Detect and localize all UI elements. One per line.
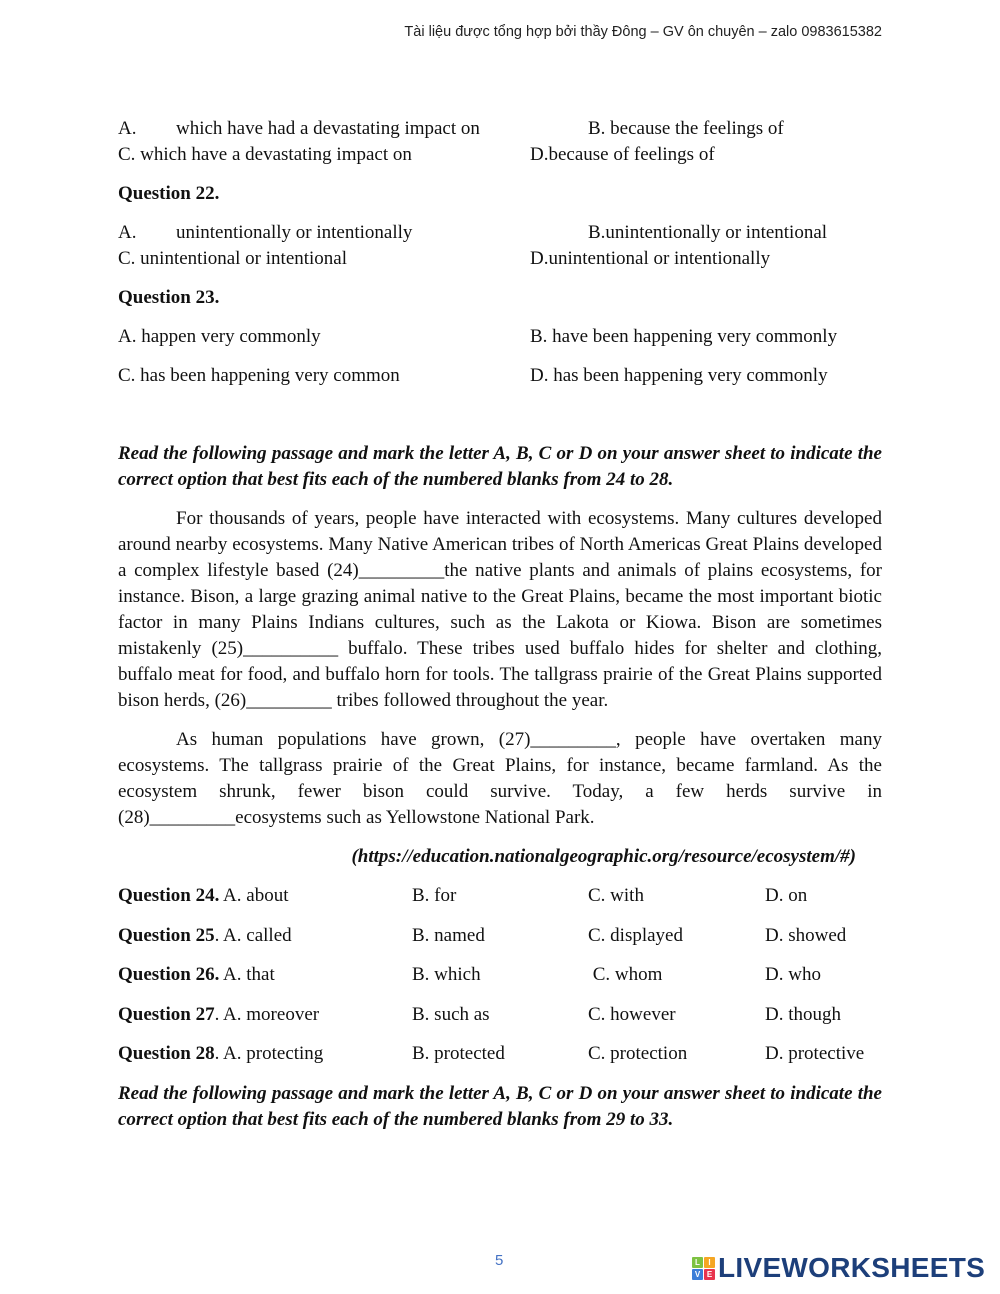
- passage-source: (https://education.nationalgeographic.org/resource/ecosystem/#): [351, 846, 856, 867]
- q23-option-d: D. has been happening very commonly: [530, 365, 828, 386]
- question-row: Question 28. A. protecting B. protected C. protection D. protective: [118, 1043, 865, 1064]
- question-row: Question 26. A. that B. which C. whom D. who: [118, 964, 821, 985]
- question-row: Question 25. A. called B. named C. displayed D. showed: [118, 924, 847, 946]
- question-23-title: Question 23.: [118, 287, 220, 308]
- question-22-title: Question 22.: [118, 183, 220, 204]
- q21-option-d: D.because of feelings of: [530, 144, 715, 165]
- instruction-24-28: Read the following passage and mark the letter A, B, C or D on your answer sheet to indicate the correct option that best fits each of the numbered blanks from 24 to 28.: [118, 443, 882, 490]
- q22-option-d: D.unintentional or intentionally: [530, 248, 771, 269]
- question-row: Question 24. A. about B. for C. with D. on: [118, 885, 808, 906]
- q23-option-a: A. happen very commonly: [118, 326, 321, 347]
- q21-option-a: A. which have had a devastating impact on: [118, 118, 480, 139]
- q21-option-b: B. because the feelings of: [588, 118, 784, 139]
- question-21-options: [118, 116, 882, 168]
- q21-option-c: C. which have a devastating impact on: [118, 144, 412, 165]
- question-list-24-28: [118, 883, 882, 1081]
- passage-paragraph-1: For thousands of years, people have interacted with ecosystems. Many cultures developed around nearby ecosystems. Many Native American tribes of North Americas Great Plains developed a complex lifestyle based (24)_________the native plants and animals of plains ecosystems, for instance. Bison, a large grazing animal native to the Great Plains, became the most important biotic factor in many Plains Indians cultures, such as the Lakota or Kiowa. Bison are sometimes mistakenly (25)__________ buffalo. These tribes used buffalo hides for shelter and clothing, buffalo meat for food, and buffalo horn for tools. The tallgrass prairie of the Great Plains supported bison herds, (26)_________ tribes followed throughout the year.: [118, 508, 882, 711]
- question-row: Question 27. A. moreover B. such as C. however D. though: [118, 1003, 841, 1025]
- q22-option-b: B.unintentionally or intentional: [588, 222, 828, 243]
- q22-option-c: C. unintentional or intentional: [118, 248, 348, 269]
- worksheet-content: [118, 116, 882, 1133]
- page-number: 5: [495, 1252, 504, 1269]
- logo-text: LIVEWORKSHEETS: [718, 1252, 986, 1283]
- q23-option-c: C. has been happening very common: [118, 365, 400, 386]
- instruction-29-33: Read the following passage and mark the letter A, B, C or D on your answer sheet to indicate the correct option that best fits each of the numbered blanks from 29 to 33.: [118, 1082, 882, 1130]
- question-22-options: [118, 220, 882, 272]
- page-header: Tài liệu được tổng hợp bởi thầy Đông – GV ôn chuyên – zalo 0983615382: [404, 24, 882, 40]
- q22-option-a: A. unintentionally or intentionally: [118, 222, 413, 243]
- question-23-options: [118, 324, 882, 389]
- q23-option-b: B. have been happening very commonly: [530, 326, 838, 347]
- liveworksheets-logo[interactable]: [692, 1254, 985, 1282]
- passage-paragraph-2: As human populations have grown, (27)_________, people have overtaken many ecosystems. The tallgrass prairie of the Great Plains, for instance, became farmland. As the ecosystem shrunk, fewer bison could survive. Today, a few herds survive in (28)_________ecosystems such as Yellowstone National Park.: [118, 729, 882, 828]
- live-icon: L I V E: [692, 1257, 715, 1280]
